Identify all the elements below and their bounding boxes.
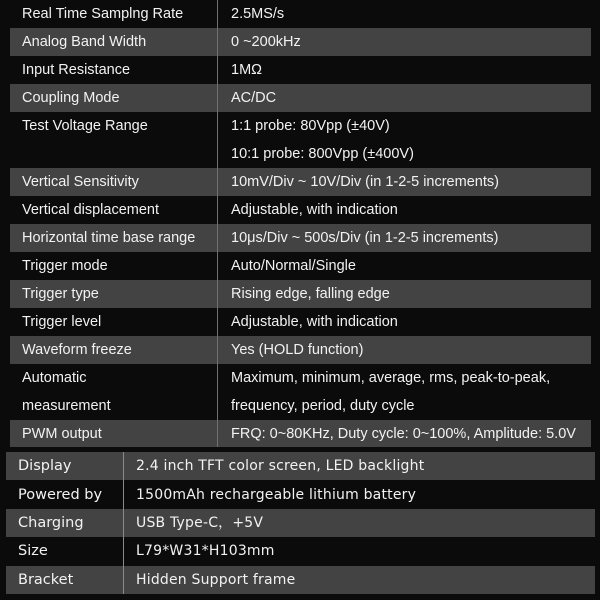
spec-table <box>10 0 591 448</box>
spec-value <box>218 168 591 196</box>
spec-value-line: Yes (HOLD function) <box>231 342 364 358</box>
spec-label <box>10 420 218 448</box>
spec-value-line: Rising edge, falling edge <box>231 286 390 302</box>
spec-label-line: Horizontal time base range <box>22 230 196 246</box>
general-row <box>6 480 595 508</box>
spec-label-line: Vertical Sensitivity <box>22 174 139 190</box>
general-label <box>6 452 124 480</box>
general-value-text: L79*W31*H103mm <box>136 543 275 560</box>
spec-label <box>10 280 218 308</box>
general-value-text: 2.4 inch TFT color screen, LED backlight <box>136 458 425 475</box>
spec-value-line: 10μs/Div ~ 500s/Div (in 1-2-5 increments) <box>231 230 499 246</box>
spec-label-line: Trigger mode <box>22 258 108 274</box>
general-value-text: 1500mAh rechargeable lithium battery <box>136 486 417 503</box>
spec-label-line: Real Time Samplng Rate <box>22 6 184 22</box>
spec-label-line: Vertical displacement <box>22 202 160 218</box>
spec-value-line: frequency, period, duty cycle <box>231 398 415 414</box>
spec-label-line: Trigger type <box>22 286 99 302</box>
spec-label-line: Waveform freeze <box>22 342 132 358</box>
spec-label <box>10 224 218 252</box>
general-value <box>124 537 595 565</box>
spec-row <box>10 196 591 224</box>
spec-label <box>10 84 218 112</box>
spec-value <box>218 112 591 168</box>
general-row <box>6 509 595 537</box>
spec-label-line: Analog Band Width <box>22 34 147 50</box>
spec-value <box>218 0 591 28</box>
spec-value-line: 10:1 probe: 800Vpp (±400V) <box>231 146 414 162</box>
spec-row <box>10 0 591 28</box>
spec-value-line: 2.5MS/s <box>231 6 285 22</box>
spec-value <box>218 84 591 112</box>
general-label-text: Charging <box>18 514 84 531</box>
spec-label <box>10 336 218 364</box>
general-table <box>6 452 595 594</box>
general-row <box>6 452 595 480</box>
general-label <box>6 537 124 565</box>
spec-row <box>10 280 591 308</box>
spec-row <box>10 308 591 336</box>
spec-label-line: measurement <box>22 398 111 414</box>
spec-label <box>10 28 218 56</box>
spec-value <box>218 364 591 420</box>
spec-label-line: Automatic <box>22 370 87 386</box>
spec-value <box>218 28 591 56</box>
spec-value-line: 10mV/Div ~ 10V/Div (in 1-2-5 increments) <box>231 174 499 190</box>
spec-row <box>10 84 591 112</box>
spec-value-line: Adjustable, with indication <box>231 314 398 330</box>
spec-value <box>218 420 591 448</box>
spec-label <box>10 168 218 196</box>
spec-row <box>10 28 591 56</box>
general-row <box>6 566 595 594</box>
spec-value-line: FRQ: 0~80KHz, Duty cycle: 0~100%, Amplitude: 5.0V <box>231 426 576 442</box>
spec-row <box>10 420 591 448</box>
spec-label <box>10 0 218 28</box>
general-value <box>124 509 595 537</box>
general-label <box>6 566 124 594</box>
spec-value-line: Auto/Normal/Single <box>231 258 356 274</box>
spec-row <box>10 364 591 420</box>
general-value-text: USB Type-C，+5V <box>136 514 264 531</box>
spec-label <box>10 196 218 224</box>
spec-value <box>218 308 591 336</box>
spec-row <box>10 168 591 196</box>
spec-row <box>10 252 591 280</box>
general-label-text: Bracket <box>18 571 74 588</box>
spec-label <box>10 308 218 336</box>
spec-label-line: Coupling Mode <box>22 90 120 106</box>
general-value <box>124 566 595 594</box>
spec-value <box>218 252 591 280</box>
spec-label-line: Test Voltage Range <box>22 118 148 134</box>
general-value-text: Hidden Support frame <box>136 571 296 588</box>
spec-label-line <box>22 140 217 168</box>
spec-value-line: AC/DC <box>231 90 277 106</box>
spec-label <box>10 252 218 280</box>
spec-value-line: 1:1 probe: 80Vpp (±40V) <box>231 118 390 134</box>
spec-row <box>10 56 591 84</box>
spec-row <box>10 224 591 252</box>
spec-value <box>218 280 591 308</box>
spec-value <box>218 56 591 84</box>
spec-value <box>218 224 591 252</box>
spec-value-line: Adjustable, with indication <box>231 202 398 218</box>
spec-label <box>10 112 218 168</box>
spec-label-line: PWM output <box>22 426 102 442</box>
spec-value <box>218 196 591 224</box>
general-value <box>124 452 595 480</box>
spec-label <box>10 364 218 420</box>
spec-value-line: Maximum, minimum, average, rms, peak-to-peak, <box>231 370 551 386</box>
general-value <box>124 480 595 508</box>
general-label-text: Powered by <box>18 486 103 503</box>
spec-value-line: 0 ~200kHz <box>231 34 301 50</box>
general-label-text: Display <box>18 458 72 475</box>
spec-row <box>10 336 591 364</box>
spec-value-line: 1MΩ <box>231 62 262 78</box>
spec-row <box>10 112 591 168</box>
general-label <box>6 509 124 537</box>
spec-label <box>10 56 218 84</box>
general-label <box>6 480 124 508</box>
general-row <box>6 537 595 565</box>
spec-label-line: Input Resistance <box>22 62 131 78</box>
spec-label-line: Trigger level <box>22 314 102 330</box>
spec-value <box>218 336 591 364</box>
general-label-text: Size <box>18 543 48 560</box>
